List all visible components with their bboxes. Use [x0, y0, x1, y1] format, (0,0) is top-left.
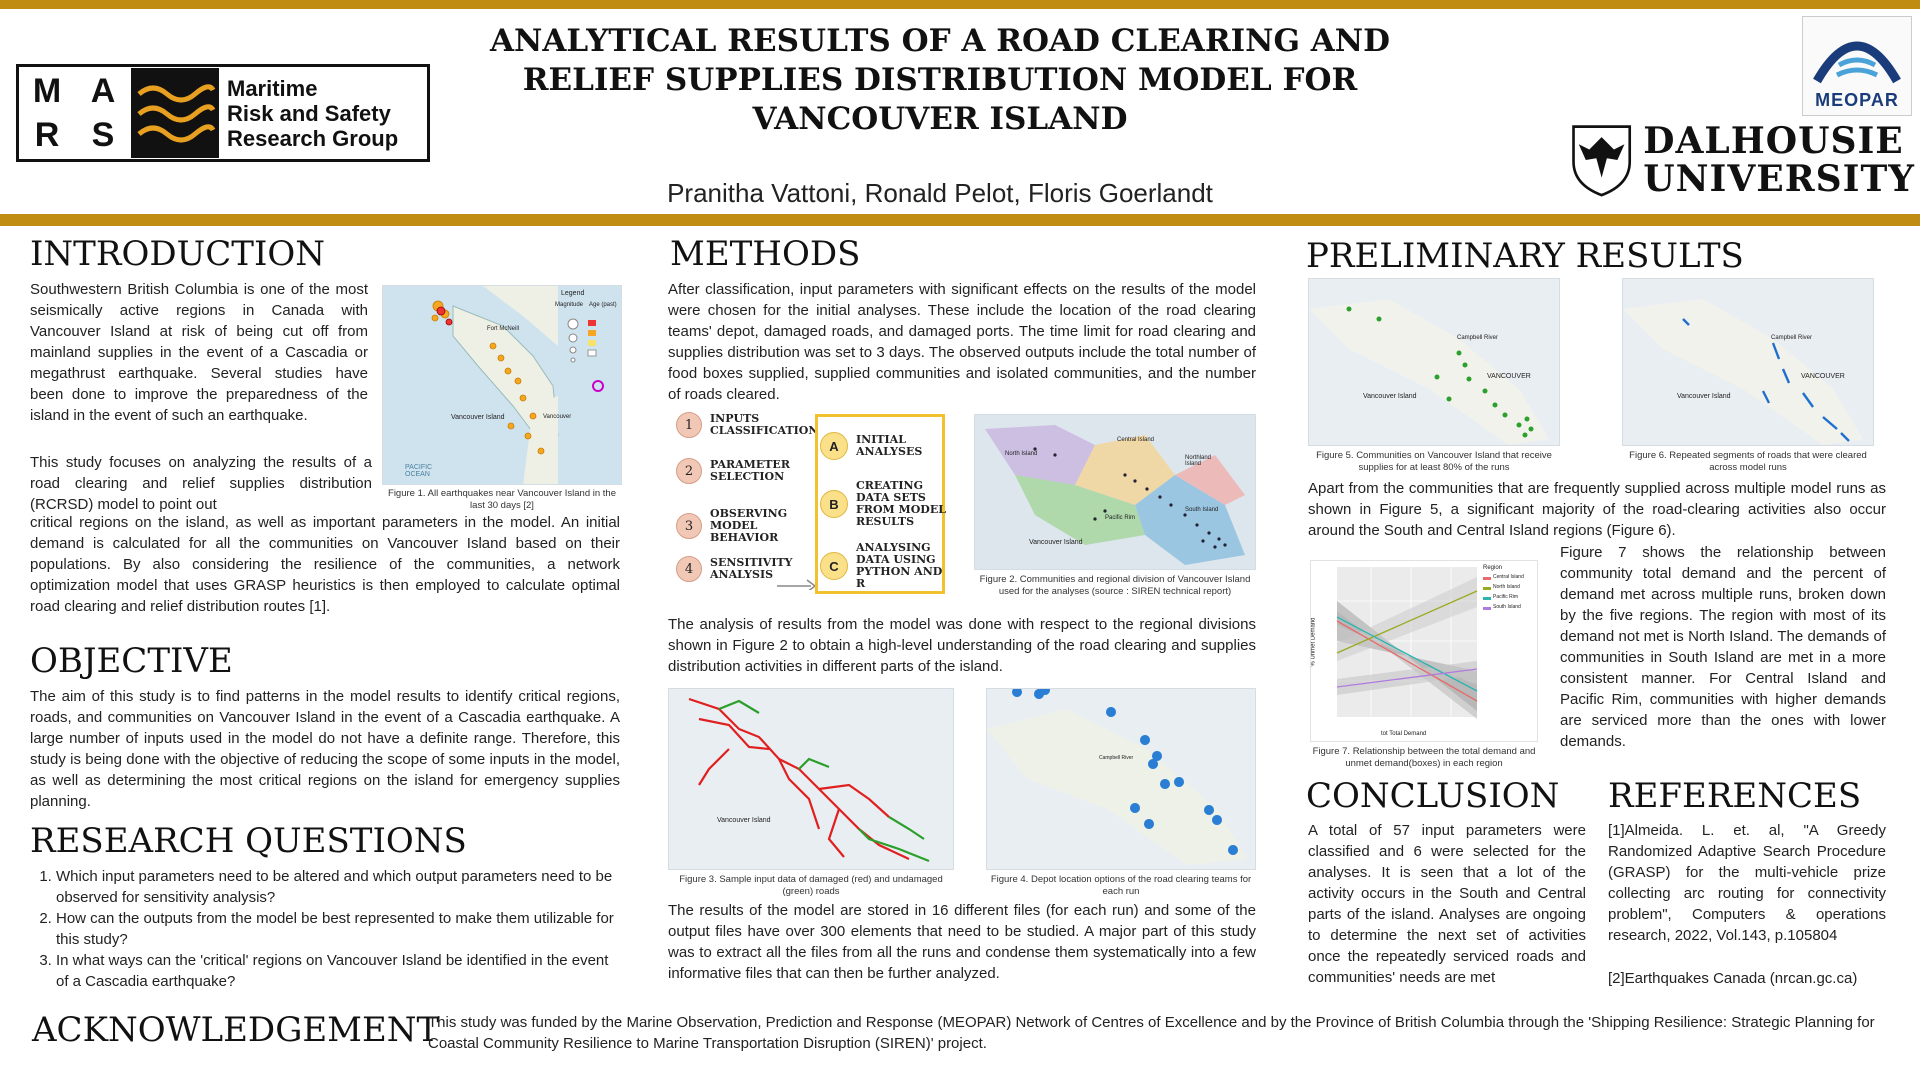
objective-text: The aim of this study is to find patterns in the model results to identify critical regions, roads, and communities on Vancouver Island in the event of a Cascadia earthquake. A large number of inputs used in the model do not have a definite range. Therefore, this study is being done with the objective of reducing the scope of some inputs in the model, as well as determining the most critical regions on the island for emergency supplies planning. — [30, 688, 620, 810]
reference-1: [1]Almeida. L. et. al, "A Greedy Randomized Adaptive Search Procedure (GRASP) for the multi-vehicle prize collecting arc routing for connectivity problem", Computers & operations research, 2022, Vol.143, p.105804 — [1608, 822, 1886, 944]
mars-logo — [16, 64, 430, 162]
introduction-para-2b: critical regions on the island, as well as important parameters in the model. An initial demand is calculated for all the communities on Vancouver Island based on their populations. By also considering the resilience of the communities, a network optimization model that uses GRASP heuristics is then employed to calculate optimal road clearing and relief distribution routes [1]. — [30, 514, 620, 615]
methods-para-1: After classification, input parameters with significant effects on the results of the model were chosen for the initial analyses. These include the location of the road clearing teams' depot, damaged roads, and damaged ports. The time limit for road clearing and supplies distribution was set to 3 days. The observed outputs include the total number of food boxes supplied, supplied communities and isolated communities, and the number of roads cleared. — [668, 281, 1256, 403]
phase-step: B CREATING DATA SETS FROM MODEL RESULTS — [820, 480, 948, 528]
meopar-logo: MEOPAR — [1802, 16, 1912, 116]
poster-title: ANALYTICAL RESULTS OF A ROAD CLEARING AND RELIEF SUPPLIES DISTRIBUTION MODEL FOR VANCOUVER ISLAND — [489, 23, 1391, 137]
figure-3-caption: Figure 3. Sample input data of damaged (red) and undamaged (green) roads — [679, 874, 943, 897]
dalhousie-wordmark: DALHOUSIE UNIVERSITY — [1643, 120, 1915, 200]
figure-2-regions-map: North Island Central Island Pacific Rim South Island Northland Island Vancouver Island — [974, 414, 1256, 570]
method-step: 3 OBSERVING MODEL BEHAVIOR — [676, 508, 810, 544]
figure-3-roads-map: Vancouver Island — [668, 688, 954, 870]
dalhousie-crest-icon — [1570, 118, 1633, 202]
method-step: 1 INPUTS CLASSIFICATION — [676, 412, 810, 438]
meopar-swirl-icon — [1803, 17, 1911, 89]
research-questions-list — [30, 866, 620, 992]
figure-7-demand-plot: Region Central Island North Island Pacific Rim South Island tot Total Demand % Unmet Demand — [1310, 560, 1538, 742]
figure-6-caption: Figure 6. Repeated segments of roads that were cleared across model runs — [1629, 450, 1867, 473]
results-para-1: Apart from the communities that are frequently supplied across multiple model runs as shown in Figure 5, a significant majority of the road-clearing activities also occur around the South and Central Island regions (Figure 6). — [1308, 480, 1886, 539]
figure-1-earthquake-map: Legend Magnitude Age (past) Vancouver Island PACIFIC OCEAN Fort McNeill Vancouver — [382, 285, 622, 485]
top-accent-bar — [0, 0, 1920, 9]
objective-heading: OBJECTIVE — [30, 641, 233, 681]
figure-4-caption: Figure 4. Depot location options of the road clearing teams for each run — [990, 874, 1252, 897]
preliminary-results-heading: PRELIMINARY RESULTS — [1306, 236, 1744, 276]
introduction-heading: INTRODUCTION — [30, 234, 325, 274]
mars-letters: M A R S — [32, 72, 116, 154]
header-accent-bar — [0, 214, 1920, 226]
mars-name: Maritime Risk and Safety Research Group — [227, 75, 399, 151]
figure-5-caption: Figure 5. Communities on Vancouver Island that receive supplies for at least 80% of the runs — [1316, 450, 1552, 473]
figure-2-caption: Figure 2. Communities and regional division of Vancouver Island used for the analyses (source : SIREN technical report) — [979, 574, 1251, 597]
introduction-para-1: Southwestern British Columbia is one of the most seismically active regions in Canada with Vancouver Island at risk of being cut off from mainland supplies in the event of a Cascadia or megathrust earthquake. Several studies have been done to improve the preparedness of the island in the event of such an earthquake. — [30, 281, 368, 424]
figure-5-communities-map: Vancouver Island Campbell River VANCOUVER — [1308, 278, 1560, 446]
acknowledgement-text: This study was funded by the Marine Observation, Prediction and Response (MEOPAR) Network of Centres of Excellence and by the Province of British Columbia through the 'Shipping Resilience: Strategic Planning for Coastal Community Resilience to Marine Transportation Disruption (SIREN)' project. — [428, 1014, 1875, 1052]
introduction-para-2a: This study focuses on analyzing the results of a road clearing and relief supplies distribution (RCRSD) model to point out — [30, 454, 372, 513]
figure-6-roads-cleared-map: Vancouver Island Campbell River VANCOUVER — [1622, 278, 1874, 446]
conclusion-text: A total of 57 input parameters were classified and 6 were selected for the analyses. It is seen that a lot of the activity occurs in the South and Central parts of the island. Analyses are ongoing to determine the next set of activities once the repeatedly serviced roads and communities' needs are met — [1308, 822, 1586, 986]
methods-para-2: The analysis of results from the model was done with respect to the regional divisions shown in Figure 2 to obtain a high-level understanding of the road clearing and supplies distribution activities in different parts of the island. — [668, 616, 1256, 675]
methods-heading: METHODS — [670, 234, 861, 274]
research-question: 2. How can the outputs from the model be best represented to make them utilizable for this study? — [56, 908, 620, 950]
arrow-icon — [775, 560, 819, 590]
figure-4-depot-map: Campbell River — [986, 688, 1256, 870]
phase-step: C ANALYSING DATA USING PYTHON AND R — [820, 542, 948, 590]
method-step: 2 PARAMETER SELECTION — [676, 458, 810, 484]
research-question: 1. Which input parameters need to be altered and which output parameters need to be observed for sensitivity analysis? — [56, 866, 620, 908]
reference-2: [2]Earthquakes Canada (nrcan.gc.ca) — [1608, 970, 1858, 987]
references-heading: REFERENCES — [1608, 776, 1862, 816]
method-step: 4 SENSITIVITY ANALYSIS — [676, 556, 810, 582]
figure-1-caption: Figure 1. All earthquakes near Vancouver Island in the last 30 days [2] — [388, 488, 616, 511]
authors: Pranitha Vattoni, Ronald Pelot, Floris Goerlandt — [667, 178, 1213, 208]
dalhousie-logo — [1570, 118, 1915, 202]
phase-step: A INITIAL ANALYSES — [820, 432, 948, 460]
research-question: 3. In what ways can the 'critical' regions on Vancouver Island be identified in the event of a Cascadia earthquake? — [56, 950, 620, 992]
methods-para-3: The results of the model are stored in 16 different files (for each run) and some of the output files have over 300 elements that need to be studied. A major part of this study was to extract all the files from all the runs and condense them systematically into a few informative files that can then be further analyzed. — [668, 902, 1256, 982]
results-para-2: Figure 7 shows the relationship between community total demand and the percent of demand met across multiple runs, broken down by the five regions. The region with most of its demand not met is North Island. The demands of communities in South Island are met in a more consistent manner. For Central Island and Pacific Rim, communities with higher demands are serviced more than the ones with lower demands. — [1560, 544, 1886, 750]
conclusion-heading: CONCLUSION — [1306, 776, 1560, 816]
figure-7-caption: Figure 7. Relationship between the total demand and unmet demand(boxes) in each region — [1312, 746, 1536, 769]
acknowledgement-heading: ACKNOWLEDGEMENT — [32, 1010, 440, 1050]
waves-icon — [131, 68, 219, 158]
research-questions-heading: RESEARCH QUESTIONS — [30, 821, 467, 861]
